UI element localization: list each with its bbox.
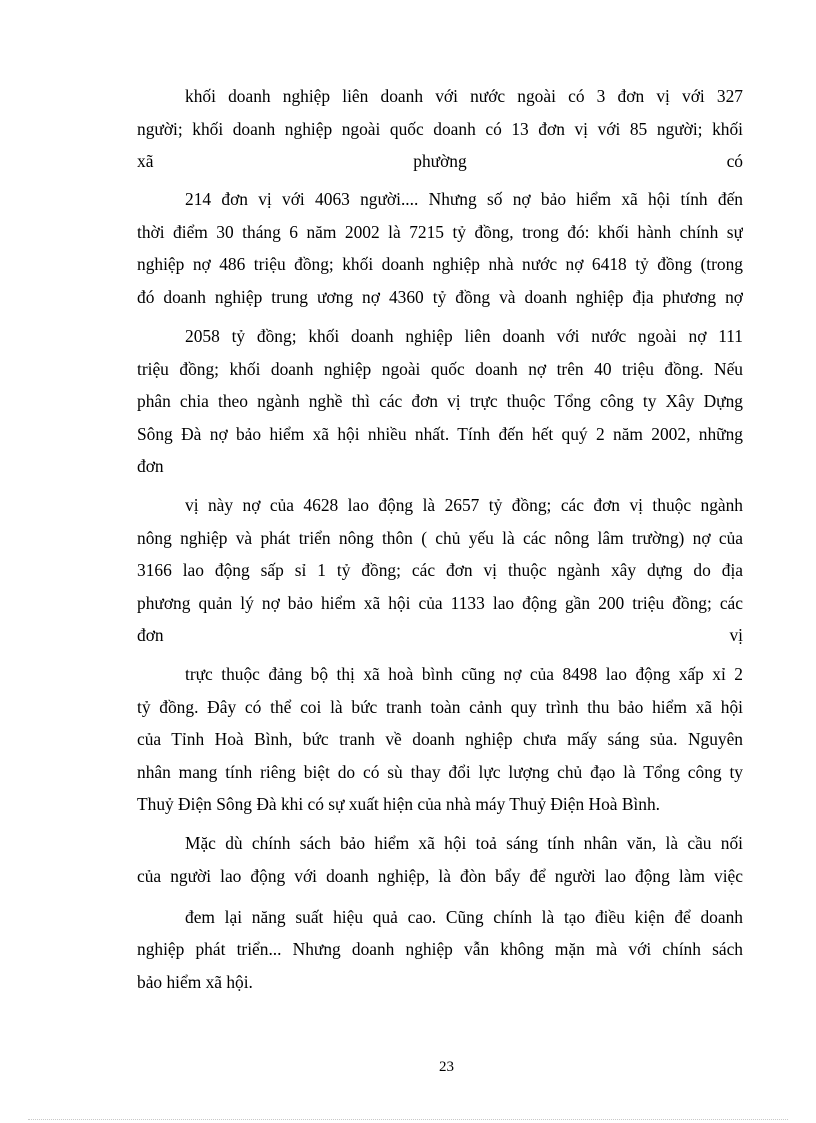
body-text-line: tỷ đồng. Đây có thể coi là bức tranh toàn cảnh quy trình thu bảo hiểm xã hội	[137, 697, 743, 717]
body-text-line: người; khối doanh nghiệp ngoài quốc doanh có 13 đơn vị với 85 người; khối	[137, 119, 743, 139]
body-text-line: nông nghiệp và phát triển nông thôn ( chủ yếu là các nông lâm trường) nợ của	[137, 528, 743, 548]
body-text-line: khối doanh nghiệp liên doanh với nước ngoài có 3 đơn vị với 327	[185, 86, 743, 106]
page-bottom-border	[28, 1119, 788, 1120]
body-text-line: nhân mang tính riêng biệt do có sù thay đổi lực lượng chủ đạo là Tổng công ty	[137, 762, 743, 782]
body-text-line: vị này nợ của 4628 lao động là 2657 tỷ đồng; các đơn vị thuộc ngành	[185, 495, 743, 515]
body-text-line: phương quản lý nợ bảo hiểm xã hội của 1133 lao động gần 200 triệu đồng; các	[137, 593, 743, 613]
body-text-line: bảo hiểm xã hội.	[137, 972, 253, 992]
body-text-line: Thuỷ Điện Sông Đà khi có sự xuất hiện của nhà máy Thuỷ Điện Hoà Bình.	[137, 794, 661, 814]
page-number: 23	[439, 1059, 454, 1075]
body-text-line: đó doanh nghiệp trung ương nợ 4360 tỷ đồng và doanh nghiệp địa phương nợ	[137, 287, 743, 307]
body-text-line: triệu đồng; khối doanh nghiệp ngoài quốc doanh nợ trên 40 triệu đồng. Nếu	[137, 359, 743, 379]
body-text-line: trực thuộc đảng bộ thị xã hoà bình cũng nợ của 8498 lao động xấp xỉ 2	[185, 664, 743, 684]
body-text-line: nghiệp phát triển... Nhưng doanh nghiệp vẫn không mặn mà với chính sách	[137, 939, 743, 959]
body-text-line: nghiệp nợ 486 triệu đồng; khối doanh nghiệp nhà nước nợ 6418 tỷ đồng (trong	[137, 254, 743, 274]
body-text-line: 214 đơn vị với 4063 người.... Nhưng số nợ bảo hiểm xã hội tính đến	[185, 189, 743, 209]
body-text-line: xã phường có	[137, 151, 743, 171]
body-text-line: Mặc dù chính sách bảo hiểm xã hội toả sáng tính nhân văn, là cầu nối	[185, 833, 743, 853]
body-text-line: đem lại năng suất hiệu quả cao. Cũng chính là tạo điều kiện để doanh	[185, 907, 743, 927]
body-text-line: Sông Đà nợ bảo hiểm xã hội nhiều nhất. Tính đến hết quý 2 năm 2002, những	[137, 424, 743, 444]
body-text-line: của Tỉnh Hoà Bình, bức tranh về doanh nghiệp chưa mấy sáng sủa. Nguyên	[137, 729, 743, 749]
body-text-line: phân chia theo ngành nghề thì các đơn vị trực thuộc Tổng công ty Xây Dựng	[137, 391, 743, 411]
body-text-line: 3166 lao động sấp sỉ 1 tỷ đồng; các đơn vị thuộc ngành xây dựng do địa	[137, 560, 743, 580]
body-text-line: đơn vị	[137, 625, 743, 645]
body-text-line: của người lao động với doanh nghiệp, là đòn bẩy để người lao động làm việc	[137, 866, 743, 886]
body-text-line: thời điểm 30 tháng 6 năm 2002 là 7215 tỷ đồng, trong đó: khối hành chính sự	[137, 222, 743, 242]
body-text-line: đơn	[137, 456, 164, 476]
body-text-line: 2058 tỷ đồng; khối doanh nghiệp liên doanh với nước ngoài nợ 111	[185, 326, 743, 346]
